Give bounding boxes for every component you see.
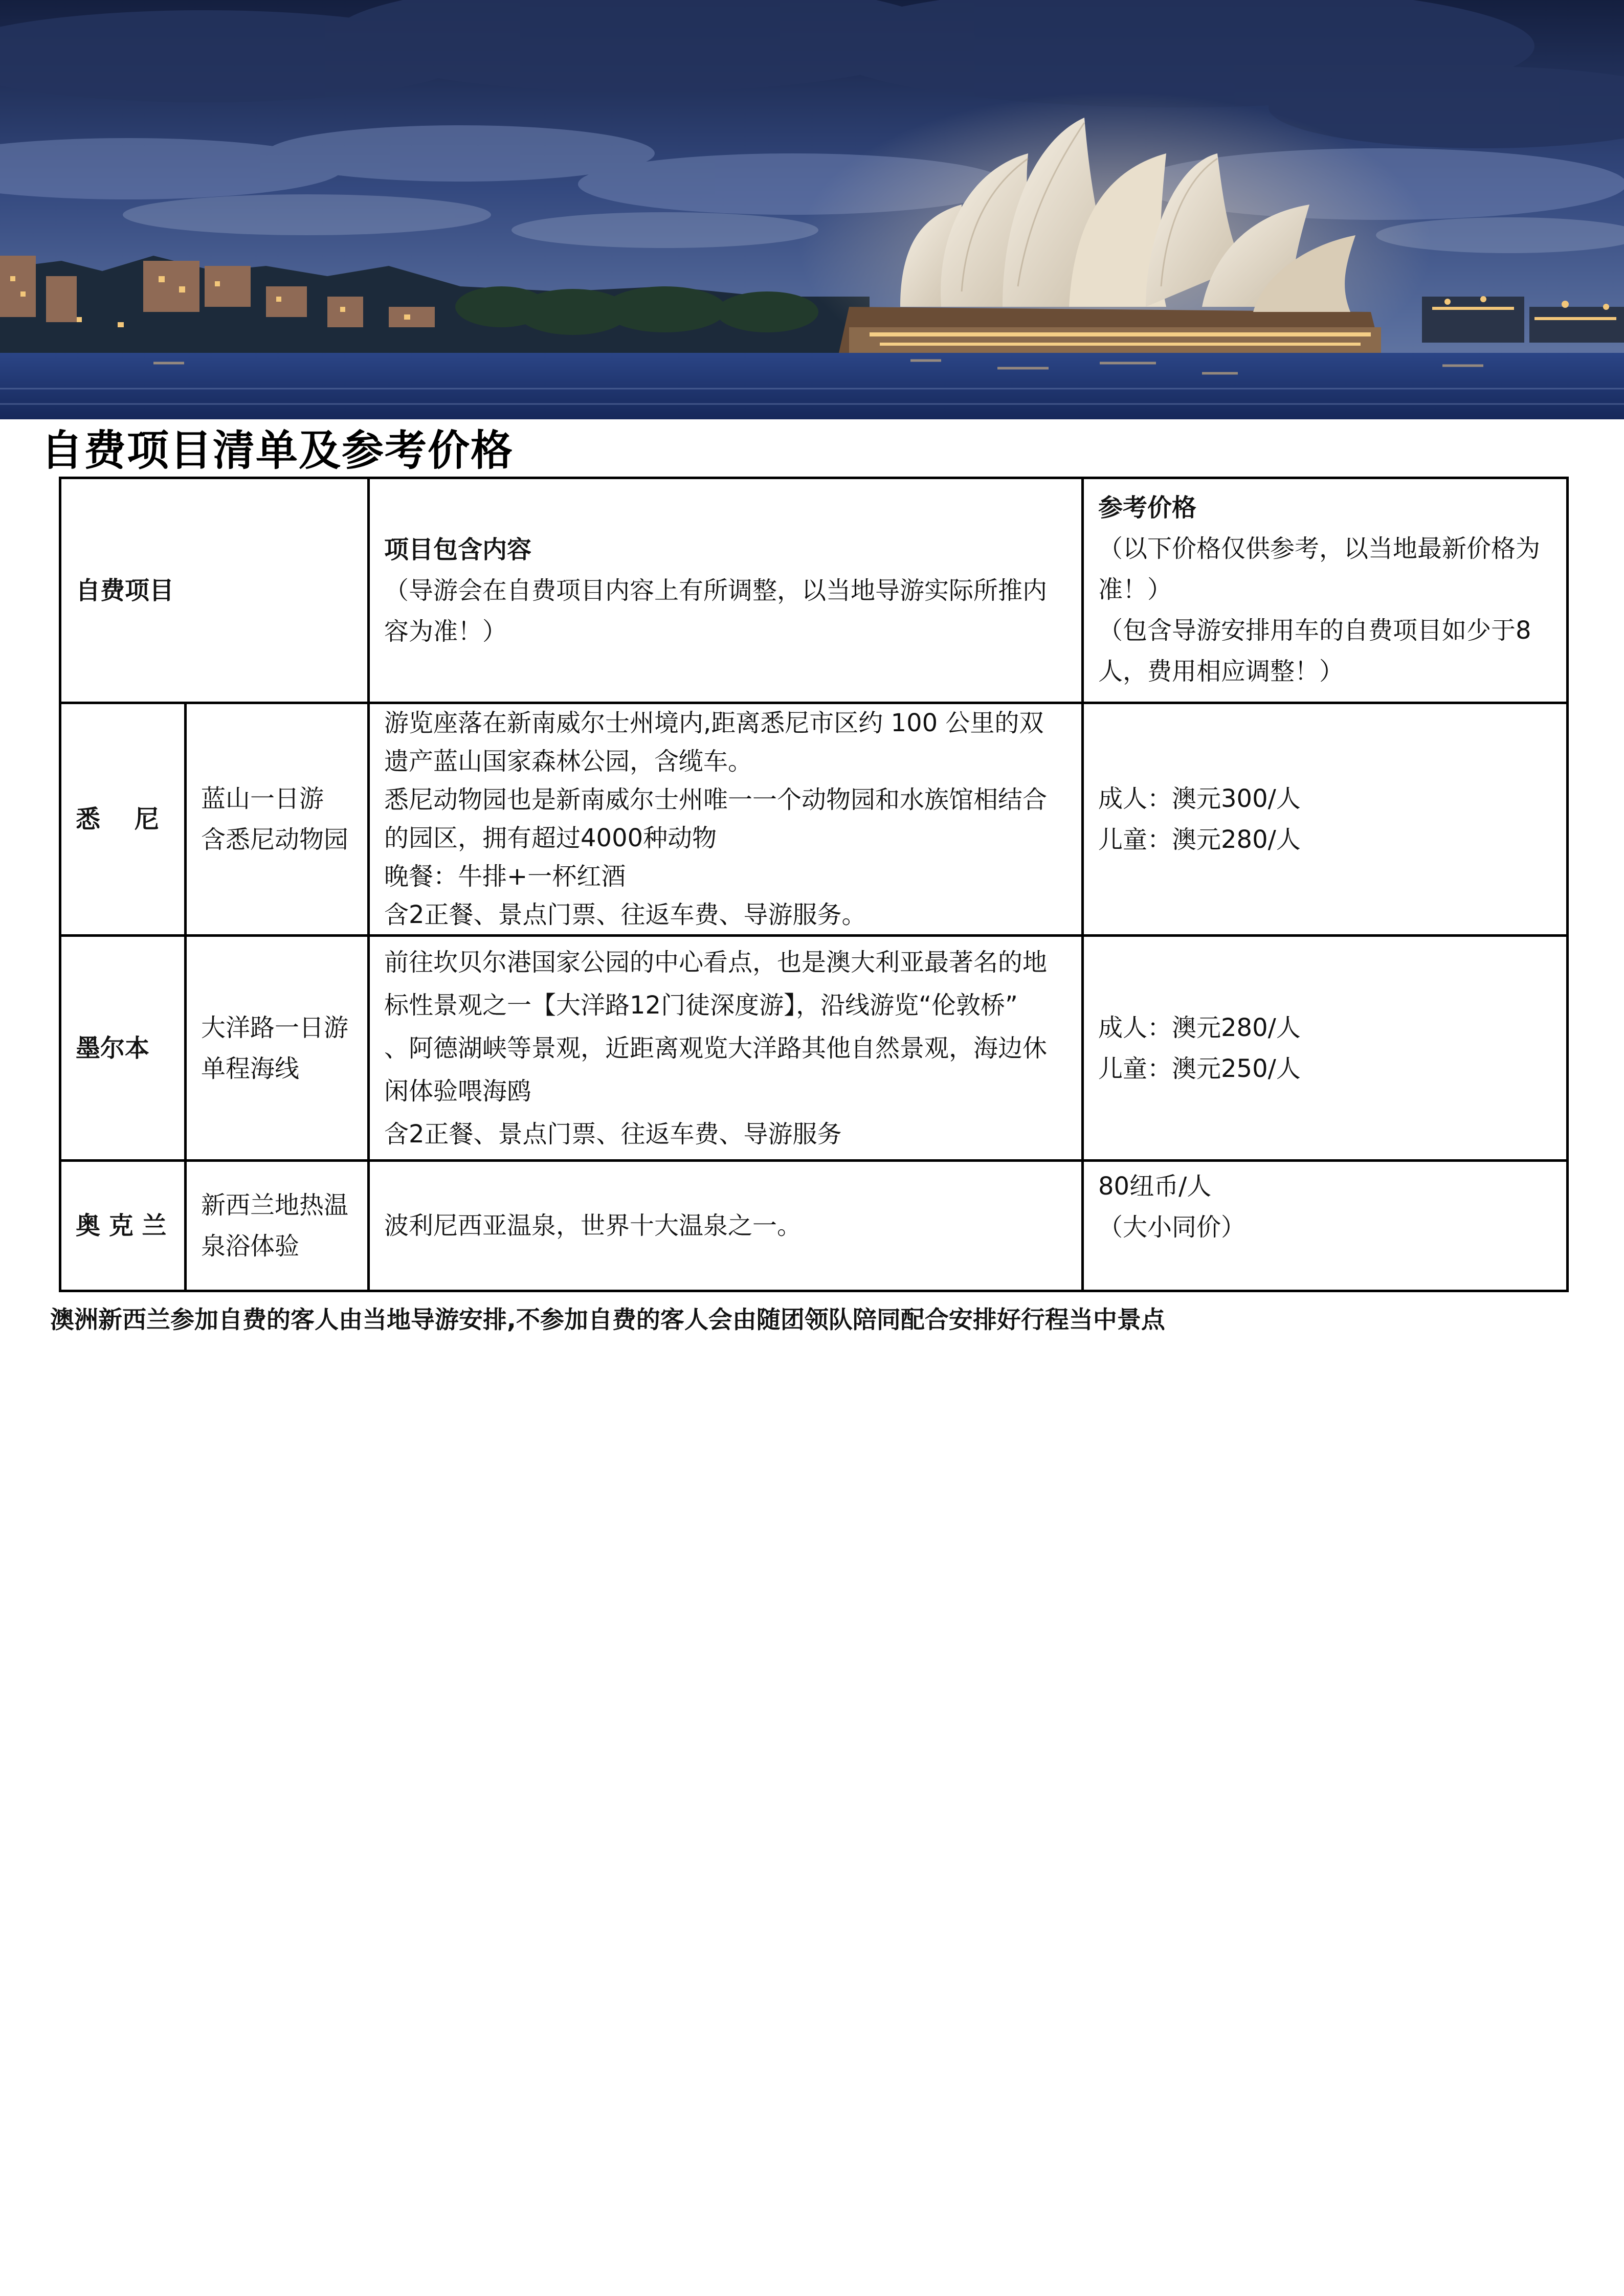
header-project-label: 自费项目 [76, 576, 174, 605]
banner-image [0, 0, 1624, 419]
content-line: 遗产蓝山国家森林公园，含缆车。 [384, 747, 753, 776]
region-name: 悉 尼 [76, 805, 159, 834]
content-line: 闲体验喂海鸥 [384, 1076, 532, 1106]
price-line: 儿童：澳元280/人 [1098, 825, 1301, 854]
footnote: 澳洲新西兰参加自费的客人由当地导游安排,不参加自费的客人会由随团领队陪同配合安排好行程当中景点 [50, 1306, 1165, 1334]
project-name-line: 大洋路一日游 [201, 1013, 349, 1042]
header-content-title: 项目包含内容 [384, 535, 532, 564]
project-cell [186, 1161, 369, 1291]
table-row-auckland [60, 1161, 1568, 1291]
project-name-line: 蓝山一日游 [201, 784, 324, 813]
content-line: 标性景观之一【大洋路12门徒深度游】，沿线游览“伦敦桥” [384, 991, 1018, 1020]
region-cell [60, 936, 186, 1161]
content-line: 前往坎贝尔港国家公园的中心看点，也是澳大利亚最著名的地 [384, 948, 1048, 977]
price-line: 成人：澳元280/人 [1098, 1013, 1301, 1042]
region-name: 奥 克 兰 [76, 1211, 167, 1240]
header-content-note-line: （导游会在自费项目内容上有所调整，以当地导游实际所推内 [384, 576, 1048, 605]
header-price-title: 参考价格 [1098, 493, 1197, 522]
project-cell [186, 703, 369, 936]
header-price-note-line: （包含导游安排用车的自费项目如少于8 [1098, 616, 1531, 645]
optional-tours-table-wrapper [59, 477, 1566, 1292]
header-project-cell [60, 478, 369, 703]
project-name-line: 含悉尼动物园 [201, 825, 349, 854]
project-name-line: 单程海线 [201, 1054, 300, 1083]
header-price-cell [1083, 478, 1568, 703]
content-cell [369, 1161, 1083, 1291]
table-row-sydney [60, 703, 1568, 936]
content-line: 含2正餐、景点门票、往返车费、导游服务 [384, 1119, 842, 1149]
header-price-note-line: 人，费用相应调整！） [1098, 657, 1344, 686]
price-line: 80纽币/人 [1098, 1172, 1212, 1201]
price-cell [1083, 1161, 1568, 1291]
content-line: 的园区，拥有超过4000种动物 [384, 824, 717, 852]
content-line: 游览座落在新南威尔士州境内,距离悉尼市区约 100 公里的双 [384, 709, 1044, 737]
price-line: 成人：澳元300/人 [1098, 784, 1301, 813]
table-row-melbourne [60, 936, 1568, 1161]
region-cell [60, 703, 186, 936]
content-line: 、阿德湖峡等景观，近距离观览大洋路其他自然景观，海边休 [384, 1033, 1048, 1063]
content-line: 晚餐：牛排+一杯红酒 [384, 862, 626, 891]
header-price-note-line: （以下价格仅供参考，以当地最新价格为 [1098, 534, 1541, 563]
project-name-line: 泉浴体验 [201, 1232, 300, 1260]
content-line: 波利尼西亚温泉，世界十大温泉之一。 [384, 1211, 802, 1240]
content-cell [369, 703, 1083, 936]
content-line: 含2正餐、景点门票、往返车费、导游服务。 [384, 901, 866, 929]
header-price-note-line: 准！） [1098, 575, 1172, 604]
content-line: 悉尼动物园也是新南威尔士州唯一一个动物园和水族馆相结合 [384, 785, 1048, 814]
optional-tours-table [59, 477, 1569, 1292]
content-cell [369, 936, 1083, 1161]
price-cell [1083, 703, 1568, 936]
table-header-row [60, 478, 1568, 703]
region-name: 墨尔本 [76, 1033, 150, 1063]
header-content-cell [369, 478, 1083, 703]
header-content-note-line: 容为准！） [384, 617, 507, 646]
sydney-opera-house-photo [0, 0, 1624, 419]
project-name-line: 新西兰地热温 [201, 1191, 349, 1220]
price-line: 儿童：澳元250/人 [1098, 1054, 1301, 1083]
region-cell [60, 1161, 186, 1291]
price-cell [1083, 936, 1568, 1161]
page-title: 自费项目清单及参考价格 [41, 426, 514, 475]
project-cell [186, 936, 369, 1161]
price-line: （大小同价） [1098, 1213, 1246, 1242]
